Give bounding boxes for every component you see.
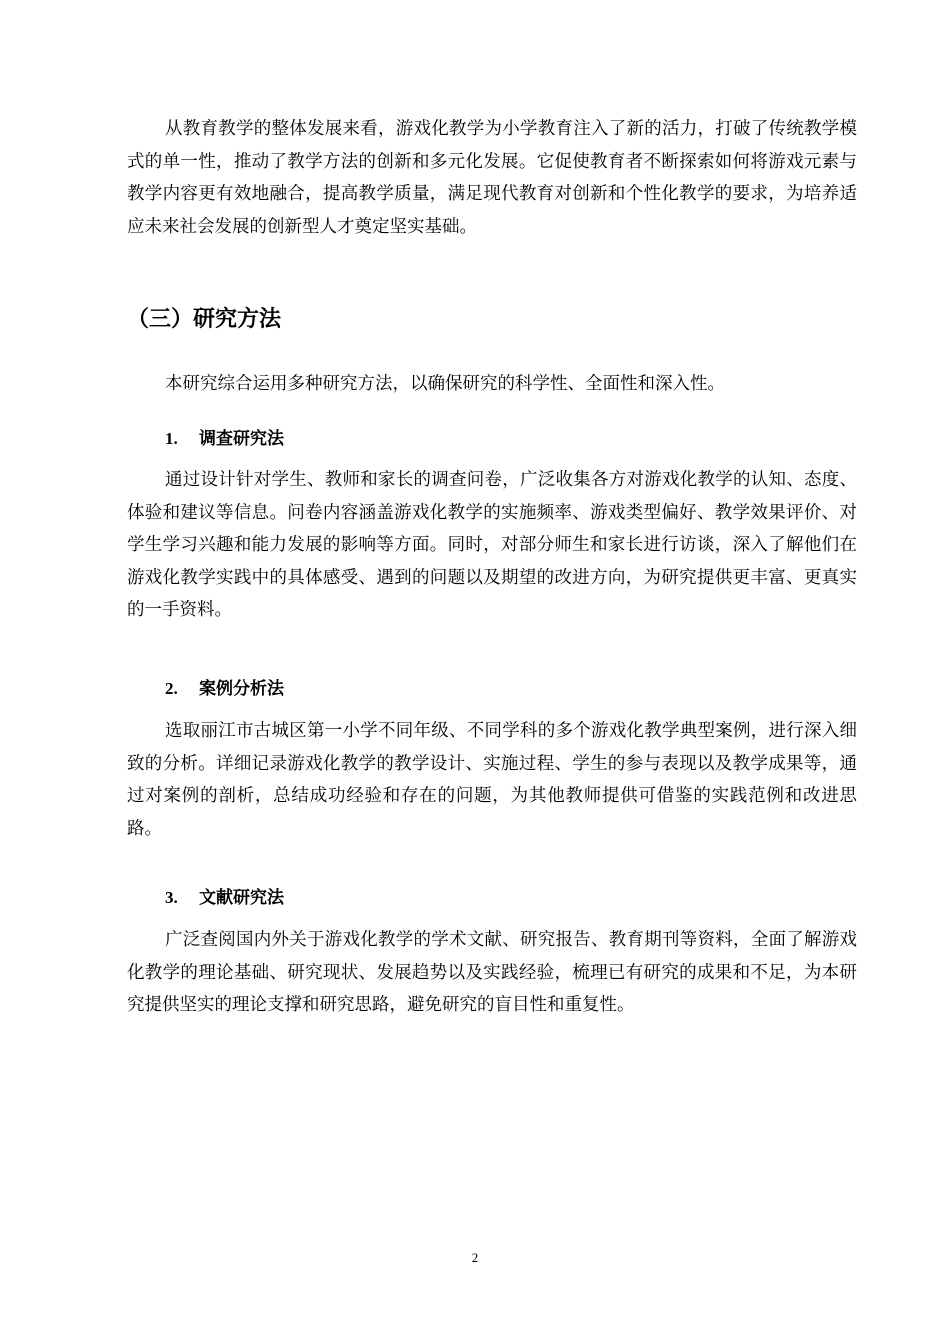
subheading-number: 1. (165, 429, 178, 448)
paragraph-case-method: 选取丽江市古城区第一小学不同年级、不同学科的多个游戏化教学典型案例，进行深入细致的分析。详细记录游戏化教学的教学设计、实施过程、学生的参与表现以及教学成果等，通过对案例的剖析，总结成功经验和存在的问题，为其他教师提供可借鉴的实践范例和改进思路。 (127, 721, 857, 839)
paragraph-overall-development: 从教育教学的整体发展来看，游戏化教学为小学教育注入了新的活力，打破了传统教学模式的单一性，推动了教学方法的创新和多元化发展。它促使教育者不断探索如何将游戏元素与教学内容更有效地融合，提高教学质量，满足现代教育对创新和个性化教学的要求，为培养适应未来社会发展的创新型人才奠定坚实基础。 (127, 119, 857, 237)
subheading-title: 文献研究法 (199, 888, 284, 908)
subheading-case-method (165, 677, 284, 701)
subheading-survey-method (165, 427, 284, 451)
section-heading-research-methods: （三）研究方法 (127, 307, 282, 332)
page-number: 2 (471, 1250, 479, 1265)
subheading-title: 案例分析法 (199, 679, 284, 699)
subheading-title: 调查研究法 (199, 429, 284, 449)
subheading-literature-method (165, 886, 284, 910)
paragraph-survey-method: 通过设计针对学生、教师和家长的调查问卷，广泛收集各方对游戏化教学的认知、态度、体验和建议等信息。问卷内容涵盖游戏化教学的实施频率、游戏类型偏好、教学效果评价、对学生学习兴趣和能力发展的影响等方面。同时，对部分师生和家长进行访谈，深入了解他们在游戏化教学实践中的具体感受、遇到的问题以及期望的改进方向，为研究提供更丰富、更真实的一手资料。 (127, 470, 857, 621)
paragraph-literature-method: 广泛查阅国内外关于游戏化教学的学术文献、研究报告、教育期刊等资料，全面了解游戏化教学的理论基础、研究现状、发展趋势以及实践经验，梳理已有研究的成果和不足，为本研究提供坚实的理论支撑和研究思路，避免研究的盲目性和重复性。 (127, 930, 857, 1016)
paragraph-methods-intro: 本研究综合运用多种研究方法，以确保研究的科学性、全面性和深入性。 (165, 374, 725, 394)
subheading-number: 2. (165, 679, 178, 698)
subheading-number: 3. (165, 888, 178, 907)
